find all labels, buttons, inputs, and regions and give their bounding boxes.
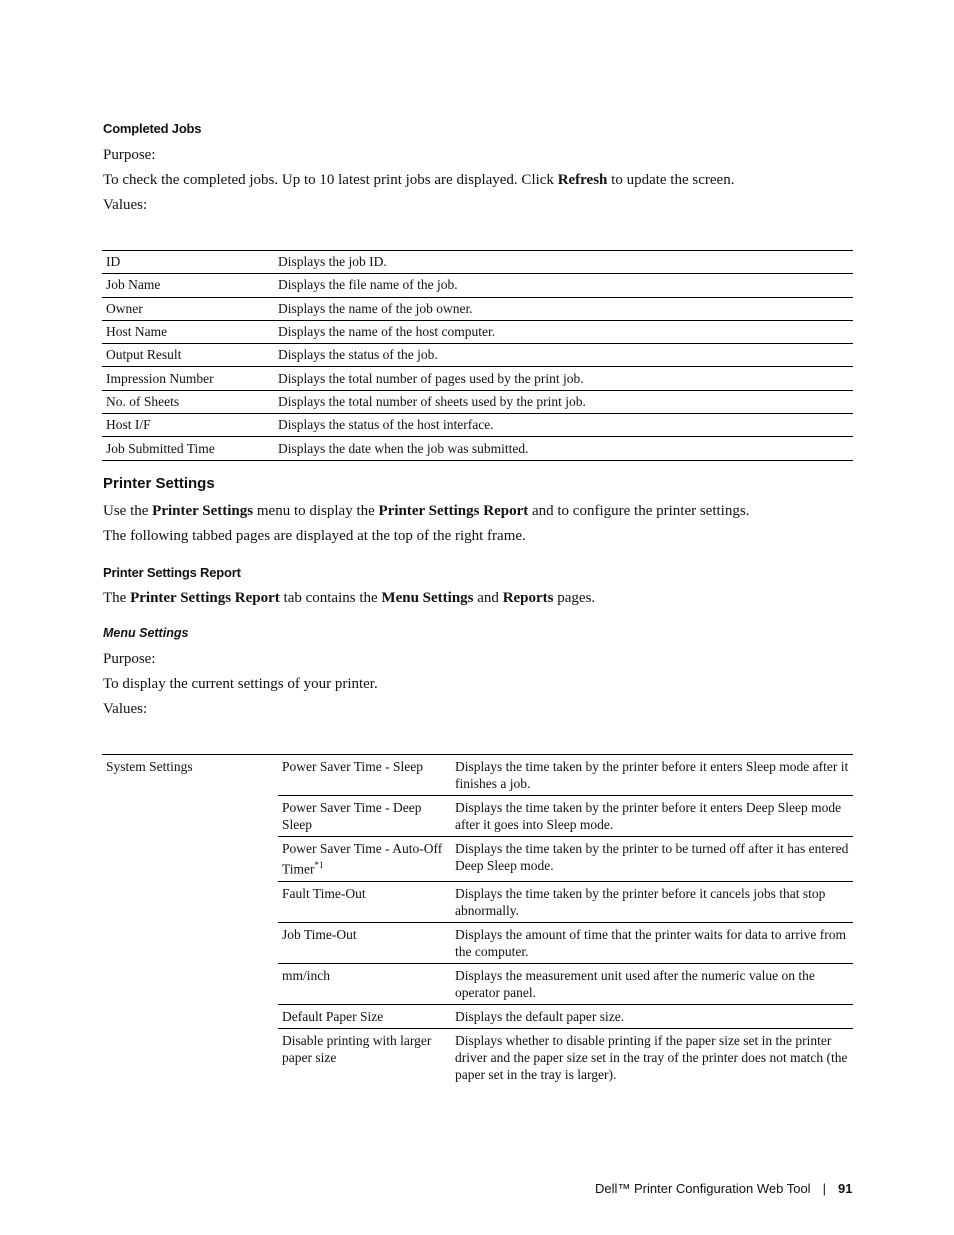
setting-name: Disable printing with larger paper size <box>282 1032 432 1065</box>
field-description: Displays the file name of the job. <box>278 277 458 293</box>
system-settings-table <box>102 754 853 1086</box>
setting-description: Displays the measurement unit used after the numeric value on the operator panel. <box>455 967 815 1000</box>
field-name: No. of Sheets <box>106 393 180 409</box>
table-row <box>278 1029 853 1086</box>
menu-settings-heading: Menu Settings <box>103 626 189 640</box>
table-row <box>278 882 853 923</box>
field-description: Displays the total number of sheets used by the print job. <box>278 393 586 409</box>
footer-separator: | <box>822 1181 826 1196</box>
table-row <box>102 344 853 367</box>
field-description: Displays the date when the job was submitted. <box>278 440 529 456</box>
setting-name: Default Paper Size <box>282 1008 384 1024</box>
category-system-settings: System Settings <box>106 759 193 774</box>
completed-jobs-heading: Completed Jobs <box>103 121 202 136</box>
table-row <box>278 755 853 796</box>
completed-jobs-purpose: To check the completed jobs. Up to 10 latest print jobs are displayed. Click Refresh to update the screen. <box>103 172 735 188</box>
field-name: Job Submitted Time <box>106 440 215 456</box>
page-footer <box>595 1181 852 1196</box>
setting-name: Power Saver Time - Sleep <box>282 759 423 774</box>
setting-description: Displays the time taken by the printer before it enters Deep Sleep mode after it goes into Sleep mode. <box>455 800 842 832</box>
field-name: Host Name <box>106 324 168 340</box>
refresh-keyword: Refresh <box>557 172 608 188</box>
table-row <box>102 298 853 321</box>
setting-name: mm/inch <box>282 967 330 983</box>
table-row <box>102 391 853 414</box>
menu-purpose-label: Purpose: <box>103 651 156 667</box>
purpose-label: Purpose: <box>103 147 156 163</box>
field-name: ID <box>106 254 121 270</box>
footnote-marker: *1 <box>314 860 324 870</box>
footer-title: Dell™ Printer Configuration Web Tool <box>595 1181 811 1196</box>
field-description: Displays the name of the job owner. <box>278 300 473 316</box>
printer-settings-intro: Use the Printer Settings menu to display the Printer Settings Report and to configure the printer settings. <box>103 503 750 519</box>
printer-settings-tabs-note: The following tabbed pages are displayed at the top of the right frame. <box>103 528 526 544</box>
field-description: Displays the total number of pages used by the print job. <box>278 370 584 386</box>
table-row <box>278 1005 853 1029</box>
printer-settings-report-heading: Printer Settings Report <box>103 565 241 580</box>
report-intro: The Printer Settings Report tab contains the Menu Settings and Reports pages. <box>103 590 596 606</box>
field-name: Owner <box>106 300 143 316</box>
table-row <box>102 274 853 297</box>
field-description: Displays the status of the job. <box>278 347 438 363</box>
table-row <box>102 437 853 460</box>
field-description: Displays the job ID. <box>278 254 387 270</box>
setting-description: Displays the amount of time that the printer waits for data to arrive from the computer. <box>455 926 847 959</box>
table-row <box>278 964 853 1005</box>
setting-description: Displays the time taken by the printer to be turned off after it has entered Deep Sleep mode. <box>455 841 849 873</box>
setting-name: Fault Time-Out <box>282 885 366 901</box>
table-row <box>102 321 853 344</box>
field-description: Displays the name of the host computer. <box>278 324 496 340</box>
completed-jobs-table <box>102 250 853 461</box>
field-name: Output Result <box>106 347 182 363</box>
menu-values-label: Values: <box>103 701 148 717</box>
field-name: Job Name <box>106 277 161 293</box>
table-row <box>102 251 853 274</box>
table-row <box>278 923 853 964</box>
field-name: Host I/F <box>106 417 151 433</box>
field-name: Impression Number <box>106 370 214 386</box>
menu-purpose-text: To display the current settings of your printer. <box>103 676 378 692</box>
field-description: Displays the status of the host interface. <box>278 417 494 433</box>
setting-description: Displays whether to disable printing if the paper size set in the printer driver and the paper size set in the tray of the printer does not match (the paper set in the tray is larger). <box>455 1032 848 1082</box>
setting-description: Displays the time taken by the printer before it cancels jobs that stop abnormally. <box>455 885 826 918</box>
setting-name: Power Saver Time - Deep Sleep <box>282 800 422 832</box>
setting-description: Displays the time taken by the printer before it enters Sleep mode after it finishes a job. <box>455 759 849 791</box>
setting-name: Power Saver Time - Auto-Off Timer$^{*1}$ <box>282 841 443 877</box>
page-number: 91 <box>837 1181 853 1196</box>
setting-name: Job Time-Out <box>282 926 357 942</box>
setting-description: Displays the default paper size. <box>455 1008 625 1024</box>
table-row <box>278 837 853 882</box>
system-settings-rows <box>278 755 853 1086</box>
values-label: Values: <box>103 197 148 213</box>
table-row <box>278 796 853 837</box>
table-row <box>102 414 853 437</box>
printer-settings-heading: Printer Settings <box>103 475 215 492</box>
table-row <box>102 367 853 390</box>
